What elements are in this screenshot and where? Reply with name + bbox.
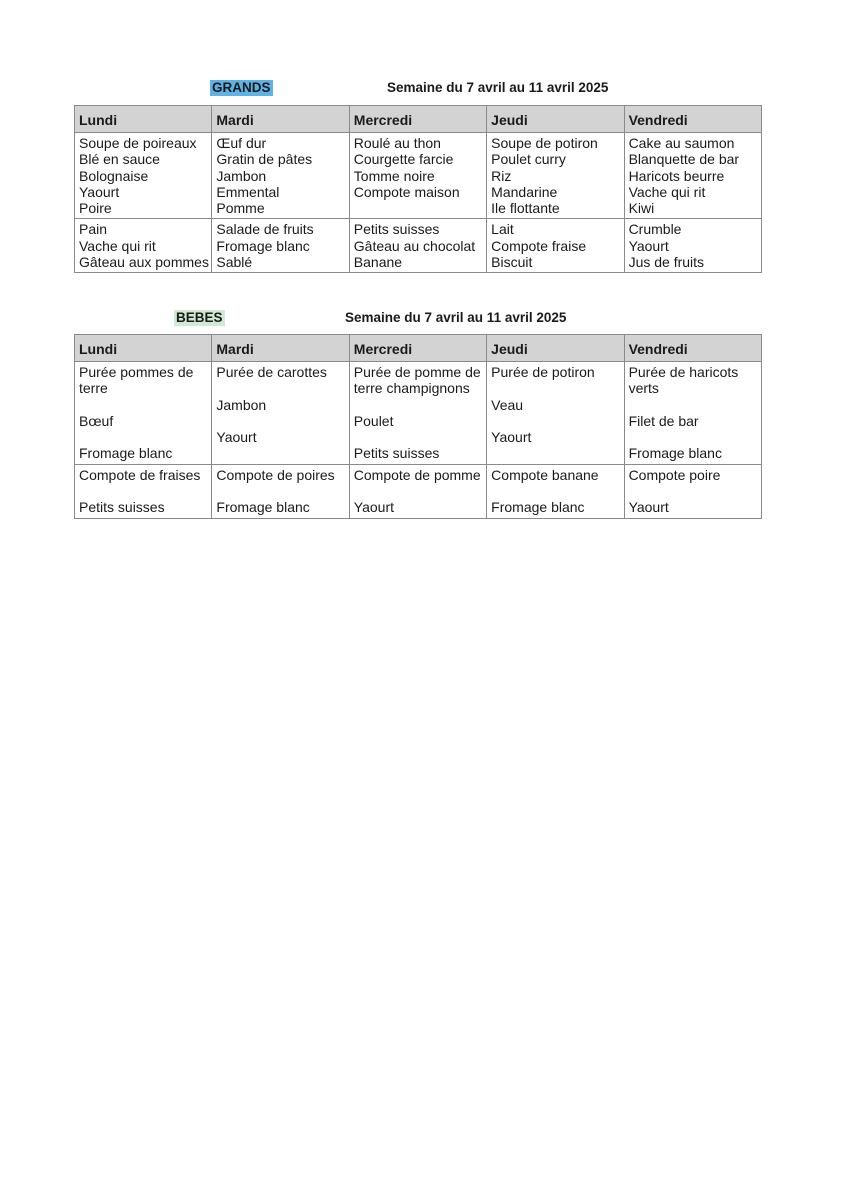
day-header-mercredi: Mercredi bbox=[349, 106, 486, 133]
grands-section bbox=[74, 78, 762, 273]
blank-line bbox=[629, 397, 757, 413]
bebes-tag: BEBES bbox=[176, 310, 223, 325]
bebes-section bbox=[74, 308, 762, 519]
menu-item: Yaourt bbox=[353, 499, 394, 516]
blank-line bbox=[354, 429, 482, 445]
day-header-jeudi: Jeudi bbox=[487, 106, 624, 133]
blank-line bbox=[354, 397, 482, 413]
menu-cell bbox=[349, 464, 486, 518]
menu-item: Purée pommes de terre bbox=[79, 364, 194, 397]
menu-item: Blé en sauce bbox=[79, 151, 160, 168]
menu-item: Fromage blanc bbox=[628, 445, 722, 462]
menu-cell bbox=[75, 133, 212, 219]
menu-cell bbox=[487, 362, 624, 465]
menu-item: Petits suisses bbox=[353, 221, 440, 238]
menu-item: Tomme noire bbox=[353, 167, 435, 184]
menu-item: Compote de poires bbox=[216, 466, 335, 483]
menu-item: Vache qui rit bbox=[628, 183, 706, 200]
menu-cell bbox=[349, 219, 486, 273]
menu-item: Riz bbox=[491, 167, 512, 184]
menu-item: Compote de pomme bbox=[353, 466, 481, 483]
day-header-vendredi: Vendredi bbox=[624, 335, 761, 362]
menu-item: Poulet curry bbox=[491, 151, 566, 168]
menu-item: Soupe de potiron bbox=[491, 135, 598, 151]
menu-item: Blanquette de bar bbox=[628, 151, 740, 168]
blank-line bbox=[629, 429, 757, 445]
menu-item: Fromage blanc bbox=[216, 499, 310, 516]
menu-item: Jambon bbox=[216, 167, 267, 184]
menu-cell bbox=[487, 219, 624, 273]
menu-item: Compote maison bbox=[353, 183, 460, 200]
menu-item: Compote fraise bbox=[491, 237, 587, 254]
menu-cell bbox=[212, 219, 349, 273]
menu-item: Soupe de poireaux bbox=[79, 135, 197, 151]
menu-item: Crumble bbox=[628, 221, 682, 238]
menu-item: Compote de fraises bbox=[79, 466, 201, 483]
menu-item: Salade de fruits bbox=[216, 221, 314, 238]
table-header-row bbox=[75, 106, 762, 133]
menu-item: Vache qui rit bbox=[79, 237, 156, 254]
blank-line bbox=[216, 380, 344, 396]
bebes-menu-table bbox=[74, 334, 762, 519]
menu-item: Jambon bbox=[216, 396, 267, 413]
menu-item: Roulé au thon bbox=[353, 135, 441, 151]
menu-cell bbox=[624, 219, 761, 273]
bebes-week-title: Semaine du 7 avril au 11 avril 2025 bbox=[345, 310, 567, 325]
menu-item: Yaourt bbox=[216, 429, 257, 446]
menu-item: Kiwi bbox=[628, 200, 655, 217]
day-header-mardi: Mardi bbox=[212, 106, 349, 133]
blank-line bbox=[79, 483, 207, 499]
blank-line bbox=[354, 483, 482, 499]
blank-line bbox=[491, 380, 619, 396]
menu-item: Yaourt bbox=[491, 429, 532, 446]
day-header-mardi: Mardi bbox=[212, 335, 349, 362]
menu-item: Bœuf bbox=[79, 412, 114, 429]
blank-line bbox=[216, 483, 344, 499]
menu-item: Compote banane bbox=[491, 466, 599, 483]
blank-line bbox=[79, 397, 207, 413]
menu-item: Ile flottante bbox=[491, 200, 560, 217]
menu-item: Purée de pomme de terre champignons bbox=[353, 364, 481, 397]
menu-item: Sablé bbox=[216, 254, 253, 271]
blank-line bbox=[629, 483, 757, 499]
menu-item: Haricots beurre bbox=[628, 167, 725, 184]
menu-item: Filet de bar bbox=[628, 412, 699, 429]
menu-cell bbox=[349, 133, 486, 219]
table-row bbox=[75, 464, 762, 518]
menu-item: Fromage blanc bbox=[79, 445, 173, 462]
day-header-vendredi: Vendredi bbox=[624, 106, 761, 133]
menu-item: Poire bbox=[79, 200, 112, 217]
menu-cell bbox=[75, 362, 212, 465]
table-header-row bbox=[75, 335, 762, 362]
menu-item: Fromage blanc bbox=[216, 237, 310, 254]
menu-item: Pomme bbox=[216, 200, 265, 217]
menu-cell bbox=[624, 362, 761, 465]
menu-item: Yaourt bbox=[79, 183, 120, 200]
menu-cell bbox=[487, 133, 624, 219]
menu-item: Emmental bbox=[216, 183, 280, 200]
menu-item: Banane bbox=[353, 254, 403, 271]
menu-item: Fromage blanc bbox=[491, 499, 585, 516]
menu-cell bbox=[75, 464, 212, 518]
table-row bbox=[75, 133, 762, 219]
menu-item: Gratin de pâtes bbox=[216, 151, 313, 168]
blank-line bbox=[79, 429, 207, 445]
bebes-header bbox=[74, 308, 762, 330]
menu-item: Veau bbox=[491, 396, 524, 413]
table-row bbox=[75, 219, 762, 273]
day-header-jeudi: Jeudi bbox=[487, 335, 624, 362]
menu-cell bbox=[75, 219, 212, 273]
menu-item: Cake au saumon bbox=[628, 135, 735, 151]
menu-item: Purée de carottes bbox=[216, 364, 327, 380]
menu-item: Gâteau aux pommes bbox=[79, 254, 209, 271]
menu-cell bbox=[212, 464, 349, 518]
grands-menu-table bbox=[74, 105, 762, 273]
menu-item: Œuf dur bbox=[216, 135, 267, 151]
menu-item: Jus de fruits bbox=[628, 254, 705, 271]
blank-line bbox=[491, 483, 619, 499]
grands-header bbox=[74, 78, 762, 100]
menu-cell bbox=[212, 362, 349, 465]
menu-item: Courgette farcie bbox=[353, 151, 454, 168]
blank-line bbox=[491, 413, 619, 429]
grands-tag: GRANDS bbox=[212, 80, 271, 95]
menu-item: Bolognaise bbox=[79, 167, 149, 184]
menu-item: Poulet bbox=[353, 412, 394, 429]
day-header-lundi: Lundi bbox=[75, 335, 212, 362]
menu-item: Petits suisses bbox=[79, 499, 165, 516]
menu-item: Mandarine bbox=[491, 183, 558, 200]
menu-item: Pain bbox=[79, 221, 108, 238]
table-row bbox=[75, 362, 762, 465]
menu-item: Purée de potiron bbox=[491, 364, 595, 380]
menu-item: Purée de haricots verts bbox=[628, 364, 739, 397]
menu-cell bbox=[624, 464, 761, 518]
day-header-mercredi: Mercredi bbox=[349, 335, 486, 362]
grands-week-title: Semaine du 7 avril au 11 avril 2025 bbox=[387, 80, 609, 95]
menu-item: Petits suisses bbox=[353, 445, 440, 462]
day-header-lundi: Lundi bbox=[75, 106, 212, 133]
menu-cell bbox=[212, 133, 349, 219]
menu-item: Gâteau au chocolat bbox=[353, 237, 476, 254]
menu-item: Lait bbox=[491, 221, 514, 238]
menu-cell bbox=[624, 133, 761, 219]
menu-cell bbox=[487, 464, 624, 518]
menu-cell bbox=[349, 362, 486, 465]
menu-item: Yaourt bbox=[628, 237, 669, 254]
blank-line bbox=[216, 413, 344, 429]
menu-item: Compote poire bbox=[628, 466, 721, 483]
menu-item: Biscuit bbox=[491, 254, 533, 271]
menu-item: Yaourt bbox=[628, 499, 669, 516]
